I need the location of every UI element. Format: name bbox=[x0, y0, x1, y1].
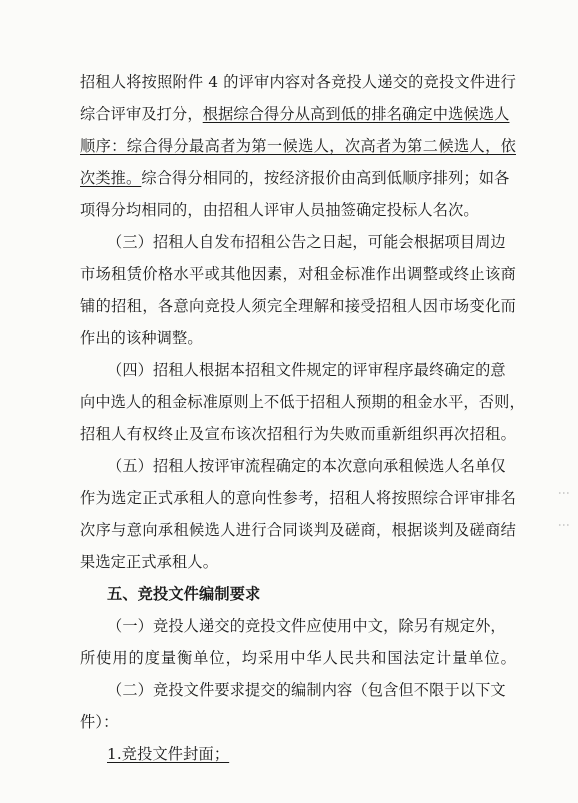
paragraph-line bbox=[80, 104, 516, 124]
list-item: 1.竞投文件封面； bbox=[107, 745, 230, 763]
paragraph-line: （五）招租人按评审流程确定的本次意向承租候选人名单仅 bbox=[107, 457, 506, 475]
text-span: 综合评审及打分， bbox=[80, 105, 203, 123]
paragraph-line: 所使用的度量衡单位，均采用中华人民共和国法定计量单位。 bbox=[80, 649, 516, 667]
underlined-text: 次类推。 bbox=[80, 169, 142, 187]
paragraph-line: 件）： bbox=[80, 713, 119, 731]
text-span: 综合得分相同的，按经济报价由高到低顺序排列；如各 bbox=[141, 169, 510, 187]
section-heading: 五、竞投文件编制要求 bbox=[107, 585, 261, 603]
paragraph-line: （四）招租人根据本招租文件规定的评审程序最终确定的意 bbox=[107, 361, 506, 379]
margin-stamp-mark: ⋮ bbox=[557, 487, 571, 499]
margin-stamp-mark: ⋮ bbox=[557, 519, 571, 531]
paragraph-line: 市场租赁价格水平或其他因素，对租金标准作出调整或终止该商 bbox=[80, 265, 516, 283]
paragraph-line: 招租人有权终止及宣布该次招租行为失败而重新组织再次招租。 bbox=[80, 425, 516, 443]
paragraph-line: （一）竞投人递交的竞投文件应使用中文，除另有规定外， bbox=[107, 617, 506, 635]
paragraph-line: 作出的该种调整。 bbox=[80, 329, 203, 347]
paragraph-line: 项得分均相同的，由招租人评审人员抽签确定投标人名次。 bbox=[80, 201, 479, 219]
underlined-text: 根据综合得分从高到低的排名确定中选候选人 bbox=[202, 105, 510, 123]
paragraph-line: 作为选定正式承租人的意向性参考，招租人将按照综合评审排名 bbox=[80, 489, 516, 507]
paragraph-line: 铺的招租，各意向竞投人须完全理解和接受招租人因市场变化而 bbox=[80, 297, 516, 315]
paragraph-line bbox=[80, 168, 516, 188]
paragraph-line: （二）竞投文件要求提交的编制内容（包含但不限于以下文 bbox=[107, 681, 506, 699]
underlined-line: 顺序：综合得分最高者为第一候选人，次高者为第二候选人，依 bbox=[80, 137, 516, 155]
paragraph-line: （三）招租人自发布招租公告之日起，可能会根据项目周边 bbox=[107, 233, 506, 251]
paragraph-line: 向中选人的租金标准原则上不低于招租人预期的租金水平，否则， bbox=[80, 393, 525, 411]
paragraph-line: 次序与意向承租候选人进行合同谈判及磋商，根据谈判及磋商结 bbox=[80, 521, 516, 539]
paragraph-line: 果选定正式承租人。 bbox=[80, 553, 219, 571]
paragraph-line: 招租人将按照附件 4 的评审内容对各竞投人递交的竞投文件进行 bbox=[80, 73, 516, 91]
